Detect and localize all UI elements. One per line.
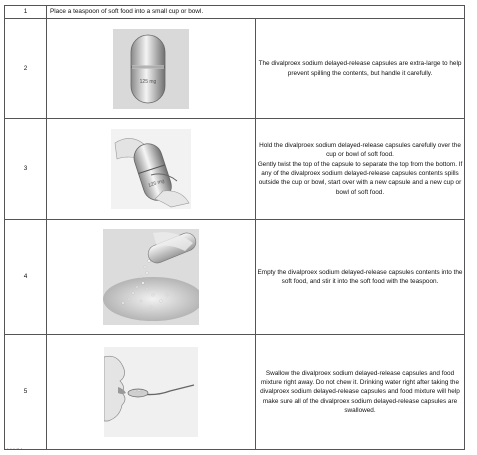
step-text-cell (256, 335, 465, 450)
step-row-5 (5, 335, 465, 450)
step-number: 3 (5, 119, 47, 220)
step-text: The divalproex sodium delayed-release capsules are extra-large to help prevent spilling the contents, but handle it carefully. (256, 19, 465, 119)
step-text-cell (256, 119, 465, 220)
step-number: 4 (5, 220, 47, 335)
footnote: · · · · ·· · (4, 446, 23, 452)
step-row-2 (5, 19, 465, 119)
step-number: 5 (5, 335, 47, 450)
step-text: Gently twist the top of the capsule to separate the top from the bottom. If any of the divalproex sodium delayed-release capsules contents spills outside the cup or bowl, start over with a new capsule and a new cup or bowl of soft food. (257, 160, 463, 196)
step-illustration-cell (47, 119, 256, 220)
step-row-3 (5, 119, 465, 220)
empty-contents-illustration (103, 229, 199, 325)
step-number: 1 (5, 6, 47, 19)
swallow-illustration (104, 347, 198, 437)
step-illustration-cell (47, 220, 256, 335)
capsule-strength-text: 125 mg (139, 78, 157, 85)
step-illustration-cell (47, 335, 256, 450)
step-text: Swallow the divalproex sodium delayed-release capsules and food mixture right away. Do not chew it. Drinking water right after taking the divalproex sodium delayed-release capsules and food mixture will help make sure all of the divalproex sodium delayed-release capsules are swallowed. (260, 369, 460, 414)
step-row-1 (5, 6, 465, 19)
step-text: Hold the divalproex sodium delayed-release capsules carefully over the cup or bowl of soft food. (259, 142, 461, 159)
instructions-table (4, 5, 465, 450)
step-row-4 (5, 220, 465, 335)
capsule-strength-text: 125 mg (147, 178, 166, 189)
step-illustration-cell (47, 19, 256, 119)
step-number: 2 (5, 19, 47, 119)
twist-capsule-illustration (111, 129, 191, 209)
step-text: Place a teaspoon of soft food into a small cup or bowl. (47, 6, 465, 19)
step-text: Empty the divalproex sodium delayed-release capsules contents into the soft food, and stir it into the soft food with the teaspoon. (256, 220, 465, 335)
capsule-illustration (113, 29, 189, 109)
